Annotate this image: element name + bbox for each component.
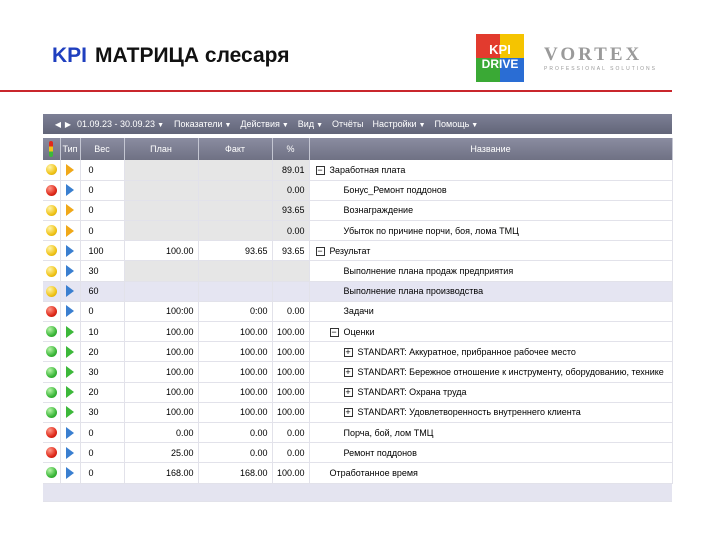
table-row[interactable]	[43, 322, 672, 342]
table-row[interactable]	[43, 261, 672, 281]
type-flag-icon	[66, 467, 74, 479]
menu-settings[interactable]	[372, 119, 425, 129]
period-text: 01.09.23 - 30.09.23	[77, 119, 156, 129]
status-cell	[43, 342, 60, 362]
kpi-name: Оценки	[343, 326, 375, 337]
app-toolbar	[43, 114, 672, 134]
percent-cell: 93.65	[272, 200, 309, 220]
plan-cell[interactable]: 168.00	[124, 463, 198, 483]
plan-cell[interactable]	[124, 180, 198, 200]
percent-cell: 100.00	[272, 362, 309, 382]
chevron-down-icon: ▼	[316, 122, 324, 129]
type-cell	[60, 301, 80, 321]
period-selector[interactable]	[77, 119, 164, 129]
title-divider	[0, 90, 672, 92]
type-flag-icon	[66, 406, 74, 418]
column-header-plan[interactable]: План	[124, 138, 198, 160]
vortex-logo-name: VORTEX	[544, 44, 643, 65]
weight-cell[interactable]: 30	[80, 261, 124, 281]
type-cell	[60, 422, 80, 442]
type-cell	[60, 382, 80, 402]
kpi-logo-line2: DRIVE	[481, 57, 519, 71]
status-cell	[43, 261, 60, 281]
table-footer	[43, 483, 672, 501]
plan-cell[interactable]: 100.00	[124, 342, 198, 362]
weight-cell[interactable]: 10	[80, 322, 124, 342]
type-flag-icon	[66, 447, 74, 459]
status-yellow-icon	[46, 286, 57, 297]
type-flag-icon	[66, 265, 74, 277]
type-flag-icon	[66, 204, 74, 216]
kpi-name: STANDART: Бережное отношение к инструменту, оборудованию, технике	[357, 366, 664, 377]
menu-label: Помощь	[434, 119, 470, 129]
chevron-down-icon: ▼	[418, 122, 426, 129]
percent-cell: 100.00	[272, 322, 309, 342]
kpi-matrix-table	[43, 138, 673, 502]
name-cell[interactable]	[309, 180, 672, 200]
type-cell	[60, 261, 80, 281]
plan-cell[interactable]	[124, 160, 198, 180]
column-header-type[interactable]: Тип	[60, 138, 80, 160]
kpi-name: Убыток по причине порчи, боя, лома ТМЦ	[343, 225, 519, 236]
status-cell	[43, 180, 60, 200]
status-green-icon	[46, 467, 57, 478]
kpi-name: STANDART: Аккуратное, прибранное рабочее место	[357, 346, 576, 357]
fact-cell[interactable]: 0.00	[198, 422, 272, 442]
type-flag-icon	[66, 245, 74, 257]
chevron-down-icon: ▼	[471, 122, 479, 129]
plan-cell[interactable]: 100.00	[124, 402, 198, 422]
table-body	[43, 160, 672, 501]
fact-cell[interactable]: 0.00	[198, 443, 272, 463]
title-main: МАТРИЦА слесаря	[95, 44, 290, 67]
plan-cell[interactable]: 25.00	[124, 443, 198, 463]
percent-cell: 100.00	[272, 463, 309, 483]
percent-cell: 0.00	[272, 301, 309, 321]
name-cell[interactable]	[309, 301, 672, 321]
name-cell[interactable]	[309, 160, 672, 180]
chevron-down-icon: ▼	[157, 122, 165, 129]
table-row[interactable]	[43, 422, 672, 442]
type-flag-icon	[66, 427, 74, 439]
kpi-name: STANDART: Охрана труда	[357, 387, 467, 398]
next-period-icon[interactable]: ▶	[64, 119, 72, 129]
table-row[interactable]	[43, 221, 672, 241]
status-cell	[43, 301, 60, 321]
status-cell	[43, 322, 60, 342]
percent-cell: 0.00	[272, 422, 309, 442]
column-header-percent[interactable]: %	[272, 138, 309, 160]
table-footer-row	[43, 483, 672, 501]
status-cell	[43, 221, 60, 241]
table-row[interactable]	[43, 281, 672, 301]
percent-cell: 100.00	[272, 402, 309, 422]
type-flag-icon	[66, 184, 74, 196]
weight-cell[interactable]: 20	[80, 382, 124, 402]
weight-cell[interactable]: 0	[80, 221, 124, 241]
status-red-icon	[46, 185, 57, 196]
table-row[interactable]	[43, 402, 672, 422]
plan-cell[interactable]: 100.00	[124, 362, 198, 382]
kpi-logo-line1: KPI	[489, 42, 511, 57]
kpi-name: Порча, бой, лом ТМЦ	[343, 427, 434, 438]
collapse-icon[interactable]: −	[317, 164, 323, 175]
expand-icon[interactable]: +	[345, 387, 351, 398]
weight-cell[interactable]: 60	[80, 281, 124, 301]
type-cell	[60, 281, 80, 301]
fact-cell[interactable]: 93.65	[198, 241, 272, 261]
type-flag-icon	[66, 285, 74, 297]
column-header-status[interactable]	[43, 138, 60, 160]
expand-icon[interactable]: +	[345, 346, 351, 357]
fact-cell[interactable]	[198, 281, 272, 301]
kpi-name: Бонус_Ремонт поддонов	[343, 185, 447, 196]
name-cell[interactable]	[309, 322, 672, 342]
menu-label: Настройки	[372, 119, 417, 129]
type-flag-icon	[66, 346, 74, 358]
name-cell[interactable]	[309, 261, 672, 281]
fact-cell[interactable]: 100.00	[198, 362, 272, 382]
menu-view[interactable]	[298, 119, 323, 129]
weight-cell[interactable]: 100	[80, 241, 124, 261]
kpi-name: Отработанное время	[329, 467, 418, 478]
type-cell	[60, 200, 80, 220]
fact-cell[interactable]: 100.00	[198, 402, 272, 422]
weight-cell[interactable]: 20	[80, 342, 124, 362]
name-cell[interactable]	[309, 422, 672, 442]
plan-cell[interactable]: 100.00	[124, 241, 198, 261]
status-cell	[43, 382, 60, 402]
name-cell[interactable]	[309, 200, 672, 220]
name-cell[interactable]	[309, 281, 672, 301]
status-cell	[43, 422, 60, 442]
fact-cell[interactable]: 100.00	[198, 322, 272, 342]
type-cell	[60, 180, 80, 200]
type-flag-icon	[66, 366, 74, 378]
weight-cell[interactable]: 0	[80, 160, 124, 180]
weight-cell[interactable]: 0	[80, 443, 124, 463]
title-accent: KPI	[52, 44, 88, 67]
fact-cell[interactable]	[198, 261, 272, 281]
weight-cell[interactable]: 0	[80, 422, 124, 442]
expand-icon[interactable]: +	[345, 407, 351, 418]
menu-indicators[interactable]	[174, 119, 231, 129]
name-cell[interactable]	[309, 241, 672, 261]
prev-period-icon[interactable]: ◀	[54, 119, 62, 129]
plan-cell[interactable]	[124, 261, 198, 281]
table-row[interactable]	[43, 180, 672, 200]
status-green-icon	[46, 407, 57, 418]
percent-cell: 93.65	[272, 241, 309, 261]
type-cell	[60, 322, 80, 342]
menu-label: Вид	[297, 119, 315, 129]
weight-cell[interactable]: 30	[80, 362, 124, 382]
fact-cell[interactable]	[198, 160, 272, 180]
kpi-drive-logo	[476, 34, 524, 82]
type-cell	[60, 402, 80, 422]
column-header-name[interactable]: Название	[309, 138, 672, 160]
type-cell	[60, 443, 80, 463]
collapse-icon[interactable]: −	[317, 245, 323, 256]
kpi-name: Задачи	[343, 306, 374, 317]
status-cell	[43, 463, 60, 483]
status-cell	[43, 443, 60, 463]
chevron-down-icon: ▼	[281, 122, 289, 129]
table-row[interactable]	[43, 362, 672, 382]
column-header-weight[interactable]: Вес	[80, 138, 124, 160]
table-row[interactable]	[43, 382, 672, 402]
menu-label: Действия	[240, 119, 280, 129]
type-flag-icon	[66, 386, 74, 398]
status-cell	[43, 402, 60, 422]
status-cell	[43, 200, 60, 220]
weight-cell[interactable]: 30	[80, 402, 124, 422]
kpi-name: STANDART: Удовлетворенность внутреннего клиента	[357, 407, 581, 418]
name-cell[interactable]	[309, 362, 672, 382]
status-green-icon	[46, 326, 57, 337]
table-row[interactable]	[43, 160, 672, 180]
name-cell[interactable]	[309, 402, 672, 422]
type-flag-icon	[66, 225, 74, 237]
kpi-name: Вознаграждение	[343, 205, 414, 216]
menu-actions[interactable]	[240, 119, 288, 129]
weight-cell[interactable]: 0	[80, 463, 124, 483]
status-yellow-icon	[46, 225, 57, 236]
menu-label: Показатели	[174, 119, 223, 129]
percent-cell: 0.00	[272, 443, 309, 463]
status-yellow-icon	[46, 245, 57, 256]
kpi-name: Заработная плата	[329, 164, 406, 175]
status-green-icon	[46, 367, 57, 378]
fact-cell[interactable]: 168.00	[198, 463, 272, 483]
menu-reports[interactable]	[332, 119, 363, 129]
type-flag-icon	[66, 326, 74, 338]
menu-label: Отчёты	[332, 119, 364, 129]
kpi-name: Ремонт поддонов	[343, 447, 417, 458]
fact-cell[interactable]: 100.00	[198, 342, 272, 362]
type-cell	[60, 160, 80, 180]
status-cell	[43, 160, 60, 180]
table-header-row	[43, 138, 672, 160]
table-row[interactable]	[43, 443, 672, 463]
chevron-down-icon: ▼	[224, 122, 232, 129]
status-yellow-icon	[46, 266, 57, 277]
collapse-icon[interactable]: −	[331, 326, 337, 337]
type-cell	[60, 362, 80, 382]
percent-cell: 89.01	[272, 160, 309, 180]
kpi-name: Выполнение плана производства	[343, 286, 484, 297]
weight-cell[interactable]: 0	[80, 200, 124, 220]
status-green-icon	[46, 346, 57, 357]
fact-cell[interactable]: 100.00	[198, 382, 272, 402]
status-green-icon	[46, 387, 57, 398]
weight-cell[interactable]: 0	[80, 301, 124, 321]
name-cell[interactable]	[309, 382, 672, 402]
plan-cell[interactable]: 0.00	[124, 422, 198, 442]
percent-cell: 100.00	[272, 382, 309, 402]
status-red-icon	[46, 427, 57, 438]
table-row[interactable]	[43, 342, 672, 362]
status-cell	[43, 281, 60, 301]
traffic-light-icon	[49, 141, 53, 157]
plan-cell[interactable]	[124, 221, 198, 241]
name-cell[interactable]	[309, 463, 672, 483]
type-cell	[60, 463, 80, 483]
type-cell	[60, 241, 80, 261]
plan-cell[interactable]	[124, 281, 198, 301]
name-cell[interactable]	[309, 221, 672, 241]
percent-cell: 0.00	[272, 221, 309, 241]
type-flag-icon	[66, 305, 74, 317]
expand-icon[interactable]: +	[345, 367, 351, 378]
kpi-name: Результат	[329, 245, 371, 256]
status-red-icon	[46, 447, 57, 458]
percent-cell	[272, 261, 309, 281]
table-row[interactable]	[43, 301, 672, 321]
plan-cell[interactable]	[124, 200, 198, 220]
status-yellow-icon	[46, 164, 57, 175]
status-cell	[43, 362, 60, 382]
weight-cell[interactable]: 0	[80, 180, 124, 200]
status-red-icon	[46, 306, 57, 317]
type-flag-icon	[66, 164, 74, 176]
plan-cell[interactable]: 100.00	[124, 322, 198, 342]
percent-cell: 0.00	[272, 180, 309, 200]
name-cell[interactable]	[309, 443, 672, 463]
table-row[interactable]	[43, 463, 672, 483]
menu-help[interactable]	[435, 119, 479, 129]
plan-cell[interactable]: 100.00	[124, 382, 198, 402]
vortex-logo-tagline: PROFESSIONAL SOLUTIONS	[544, 66, 657, 72]
fact-cell[interactable]	[198, 180, 272, 200]
fact-cell[interactable]	[198, 221, 272, 241]
fact-cell[interactable]	[198, 200, 272, 220]
table-row[interactable]	[43, 200, 672, 220]
column-header-fact[interactable]: Факт	[198, 138, 272, 160]
type-cell	[60, 342, 80, 362]
slide-title	[52, 44, 289, 68]
type-cell	[60, 221, 80, 241]
table-row[interactable]	[43, 241, 672, 261]
name-cell[interactable]	[309, 342, 672, 362]
vortex-logo	[544, 45, 674, 72]
fact-cell[interactable]: 0:00	[198, 301, 272, 321]
kpi-name: Выполнение плана продаж предприятия	[343, 266, 514, 277]
plan-cell[interactable]: 100:00	[124, 301, 198, 321]
percent-cell: 100.00	[272, 342, 309, 362]
status-cell	[43, 241, 60, 261]
status-yellow-icon	[46, 205, 57, 216]
percent-cell	[272, 281, 309, 301]
